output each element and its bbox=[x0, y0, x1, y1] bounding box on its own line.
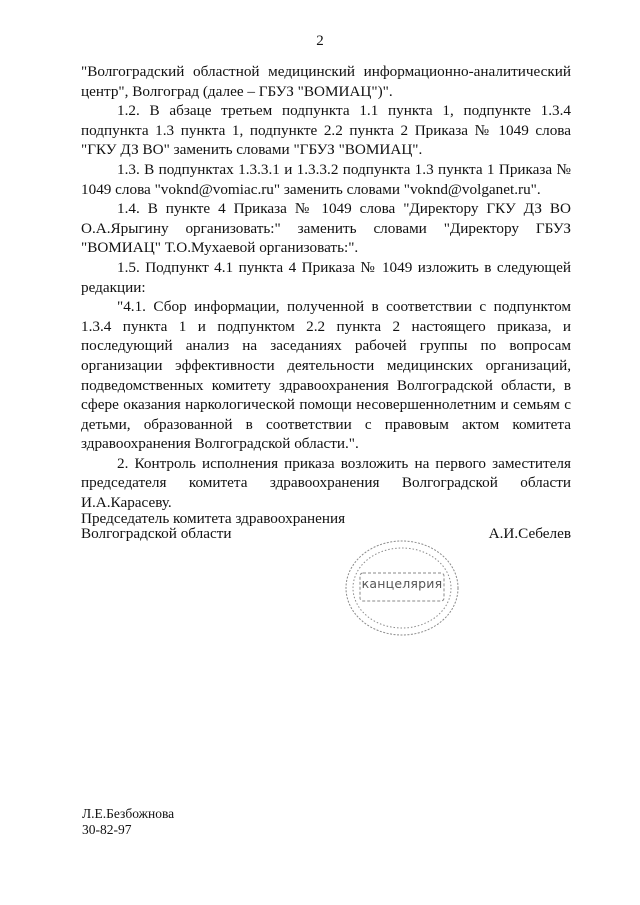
chancellery-stamp bbox=[343, 538, 461, 638]
paragraph-4-1-quote: "4.1. Сбор информации, полученной в соответствии с подпунктом 1.3.4 пункта 1 и подпунктом 2.2 пункта 2 настоящего приказа, и последующий анализ на заседаниях рабочей группы по вопросам организации эффективности деятельности медицинских организаций, подведомственных комитету здравоохранения Волгоградской области, в сфере оказания наркологической помощи несовершеннолетним и семьям с детьми, образованной в соответствии с правовым актом комитета здравоохранения Волгоградской области.". bbox=[81, 298, 571, 453]
document-body bbox=[81, 62, 571, 513]
paragraph-2: 2. Контроль исполнения приказа возложить на первого заместителя председателя комитета здравоохранения Волгоградской области И.А.Карасеву. bbox=[81, 454, 571, 512]
paragraph-1-4: 1.4. В пункте 4 Приказа № 1049 слова "Директору ГКУ ДЗ ВО О.А.Ярыгину организовать:" заменить словами "Директору ГБУЗ "ВОМИАЦ" Т.О.Мухаевой организовать:". bbox=[81, 200, 571, 257]
signatory-name: А.И.Себелев bbox=[488, 525, 571, 542]
signatory-position bbox=[81, 511, 345, 541]
executor-phone: 30-82-97 bbox=[82, 822, 132, 837]
stamp-label: канцелярия bbox=[361, 576, 443, 591]
paragraph-continuation: "Волгоградский областной медицинский информационно-аналитический центр", Волгоград (далее – ГБУЗ "ВОМИАЦ")". bbox=[81, 63, 571, 100]
paragraph-1-3: 1.3. В подпунктах 1.3.3.1 и 1.3.3.2 подпункта 1.3 пункта 1 Приказа № 1049 слова "voknd@vomiac.ru" заменить словами "voknd@volganet.ru". bbox=[81, 160, 571, 198]
signatory-position-line1: Председатель комитета здравоохранения bbox=[81, 510, 346, 527]
paragraph-1-5: 1.5. Подпункт 4.1 пункта 4 Приказа № 1049 изложить в следующей редакции: bbox=[81, 258, 571, 296]
executor-name: Л.Е.Безбожнова bbox=[82, 806, 175, 821]
signatory-position-line2: Волгоградской области bbox=[81, 525, 232, 542]
executor-info bbox=[82, 806, 174, 838]
page-number: 2 bbox=[316, 33, 324, 49]
paragraph-1-2: 1.2. В абзаце третьем подпункта 1.1 пункта 1, подпункте 1.3.4 подпункта 1.3 пункта 1, подпункте 2.2 пункта 2 Приказа № 1049 слова "ГКУ ДЗ ВО" заменить словами "ГБУЗ "ВОМИАЦ". bbox=[81, 102, 571, 159]
